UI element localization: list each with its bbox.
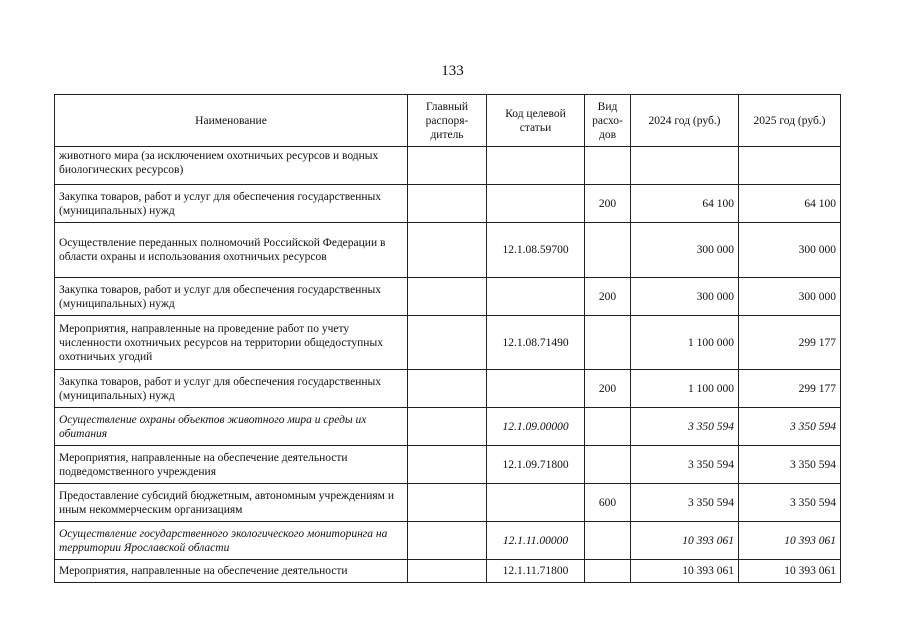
cell-code [487,484,585,522]
cell-admin [408,147,487,185]
cell-2024: 1 100 000 [631,316,739,370]
table-header-row [55,95,841,147]
cell-name: Осуществление охраны объектов животного мира и среды их обитания [55,408,408,446]
header-name: Наименование [55,95,408,147]
cell-type [585,147,631,185]
cell-2025: 3 350 594 [739,484,841,522]
cell-admin [408,484,487,522]
cell-name: Осуществление переданных полномочий Российской Федерации в области охраны и использования охотничьих ресурсов [55,223,408,278]
cell-admin [408,408,487,446]
page-number: 133 [441,63,464,79]
cell-code: 12.1.11.71800 [487,560,585,583]
cell-admin [408,560,487,583]
cell-type [585,316,631,370]
cell-2024: 64 100 [631,185,739,223]
header-admin: Главный распоря-дитель [408,95,487,147]
cell-2024: 300 000 [631,278,739,316]
cell-2024: 3 350 594 [631,484,739,522]
cell-code: 12.1.08.71490 [487,316,585,370]
cell-2024: 10 393 061 [631,560,739,583]
cell-admin [408,370,487,408]
cell-code [487,147,585,185]
cell-2024: 3 350 594 [631,446,739,484]
cell-2025 [739,147,841,185]
cell-2025: 300 000 [739,223,841,278]
table-row [55,278,841,316]
cell-2025: 300 000 [739,278,841,316]
cell-2025: 10 393 061 [739,560,841,583]
cell-code: 12.1.11.00000 [487,522,585,560]
cell-type [585,560,631,583]
cell-2024: 1 100 000 [631,370,739,408]
cell-name: Мероприятия, направленные на проведение работ по учету численности охотничьих ресурсов на территории общедоступных охотничьих угодий [55,316,408,370]
table-row [55,522,841,560]
cell-type [585,408,631,446]
cell-code: 12.1.09.00000 [487,408,585,446]
cell-2024 [631,147,739,185]
cell-code [487,370,585,408]
cell-admin [408,316,487,370]
header-code: Код целевой статьи [487,95,585,147]
cell-2024: 3 350 594 [631,408,739,446]
cell-name: Предоставление субсидий бюджетным, автономным учреждениям и иным некоммерческим организациям [55,484,408,522]
cell-name: Мероприятия, направленные на обеспечение деятельности [55,560,408,583]
cell-type: 200 [585,278,631,316]
cell-type [585,446,631,484]
cell-name: Осуществление государственного экологического мониторинга на территории Ярославской области [55,522,408,560]
cell-name: Мероприятия, направленные на обеспечение деятельности подведомственного учреждения [55,446,408,484]
table-row [55,446,841,484]
cell-name: Закупка товаров, работ и услуг для обеспечения государственных (муниципальных) нужд [55,185,408,223]
cell-type: 600 [585,484,631,522]
cell-type: 200 [585,370,631,408]
table-row [55,185,841,223]
cell-name: Закупка товаров, работ и услуг для обеспечения государственных (муниципальных) нужд [55,370,408,408]
header-type: Вид расхо-дов [585,95,631,147]
cell-2025: 3 350 594 [739,446,841,484]
table-row [55,223,841,278]
cell-2025: 64 100 [739,185,841,223]
header-2024: 2024 год (руб.) [631,95,739,147]
table-row [55,147,841,185]
cell-code [487,185,585,223]
cell-2024: 300 000 [631,223,739,278]
cell-code [487,278,585,316]
cell-code: 12.1.08.59700 [487,223,585,278]
cell-2024: 10 393 061 [631,522,739,560]
cell-2025: 3 350 594 [739,408,841,446]
cell-admin [408,522,487,560]
cell-2025: 299 177 [739,316,841,370]
cell-type [585,522,631,560]
cell-code: 12.1.09.71800 [487,446,585,484]
table-row [55,370,841,408]
cell-name: животного мира (за исключением охотничьих ресурсов и водных биологических ресурсов) [55,147,408,185]
table-row [55,316,841,370]
cell-2025: 10 393 061 [739,522,841,560]
table-row [55,408,841,446]
cell-type: 200 [585,185,631,223]
table-row [55,484,841,522]
cell-name: Закупка товаров, работ и услуг для обеспечения государственных (муниципальных) нужд [55,278,408,316]
cell-admin [408,446,487,484]
table-row [55,560,841,583]
header-2025: 2025 год (руб.) [739,95,841,147]
cell-admin [408,185,487,223]
cell-2025: 299 177 [739,370,841,408]
cell-admin [408,223,487,278]
budget-table [54,94,841,583]
cell-type [585,223,631,278]
cell-admin [408,278,487,316]
